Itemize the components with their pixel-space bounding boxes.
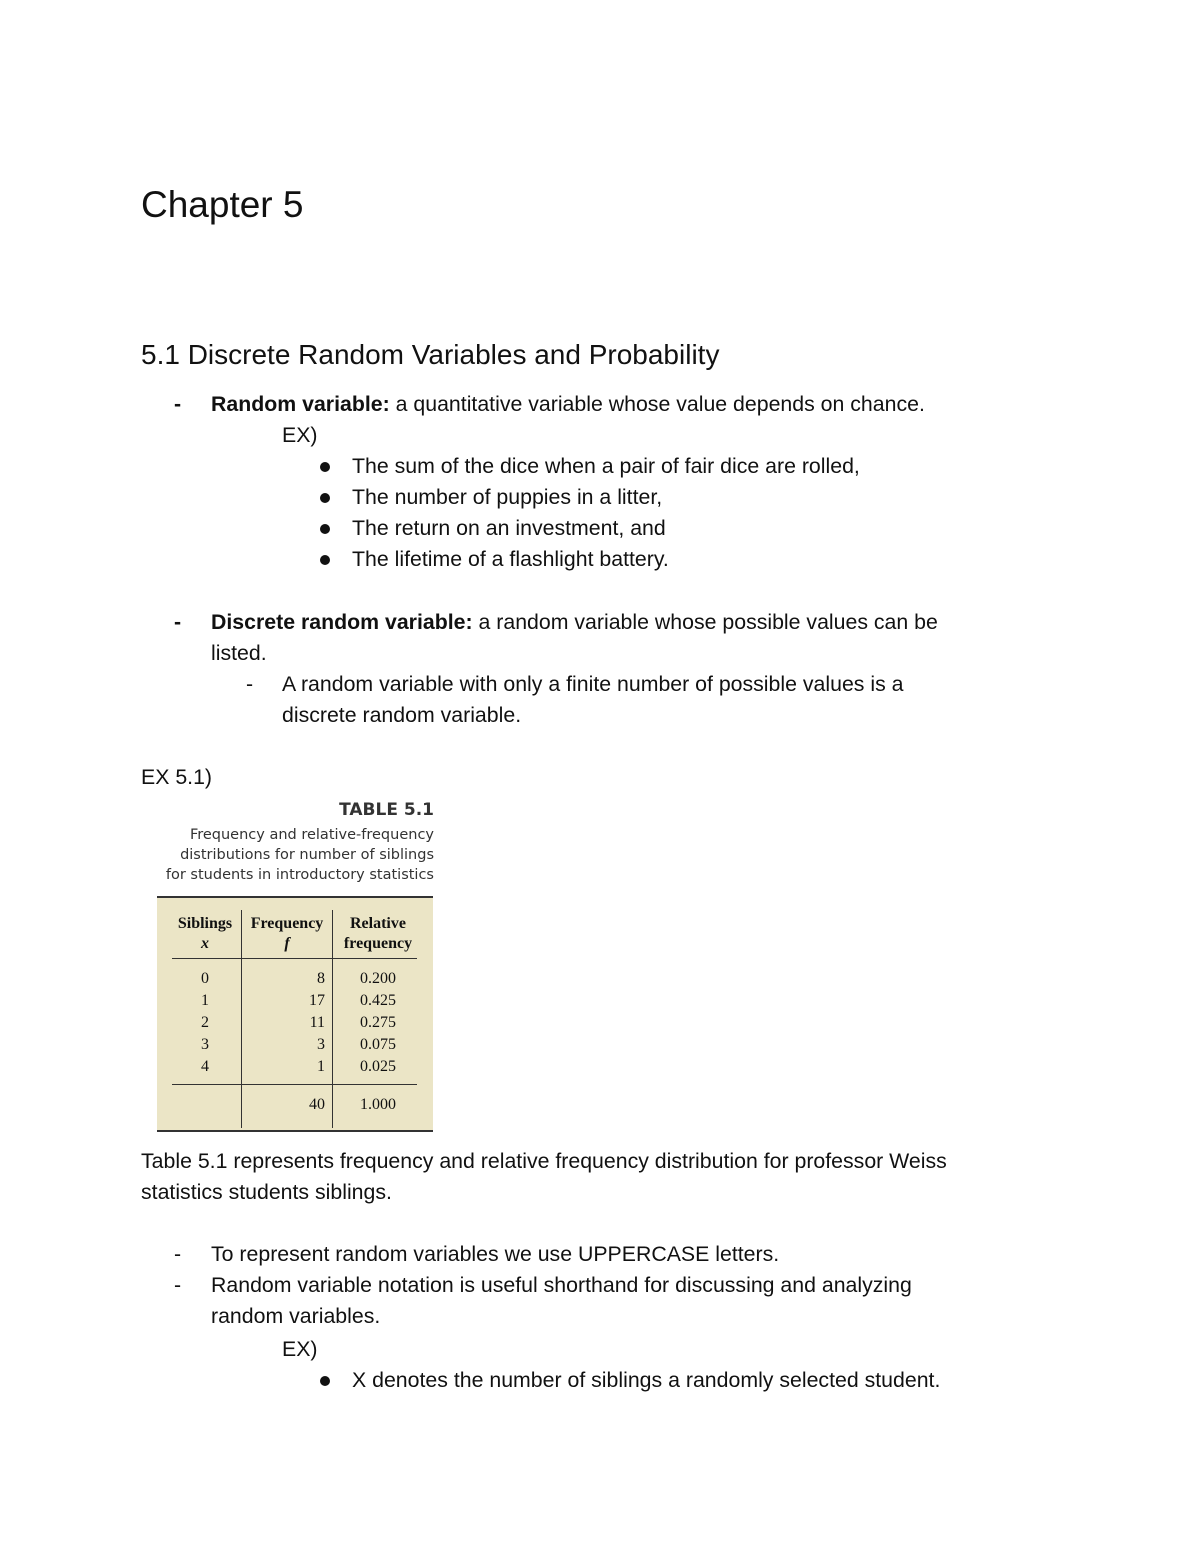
table-cell: 1 (317, 1058, 325, 1075)
sub-bullet-text: A random variable with only a finite number of possible values is a (282, 672, 904, 696)
table-cell: 1 (201, 992, 209, 1009)
table-total-relative: 1.000 (360, 1096, 396, 1113)
table-cell: 2 (201, 1014, 209, 1031)
ex-label: EX) (282, 423, 318, 447)
table-cell: 8 (317, 970, 325, 987)
bullet-dot-icon (320, 555, 330, 565)
notation-bullet: Random variable notation is useful shorthand for discussing and analyzing (211, 1273, 912, 1297)
table-cell: 17 (309, 992, 325, 1009)
column-divider (241, 910, 242, 1128)
table-cell: 0 (201, 970, 209, 987)
table-cell: 0.075 (360, 1036, 396, 1053)
example-item: The lifetime of a flashlight battery. (352, 547, 669, 571)
header-divider (172, 958, 417, 959)
table-cell: 0.025 (360, 1058, 396, 1075)
ex-label: EX) (282, 1337, 318, 1361)
table-cell: 4 (201, 1058, 209, 1075)
discrete-definition (211, 607, 938, 638)
example-item: The number of puppies in a litter, (352, 485, 663, 509)
table-header-frequency (243, 914, 331, 954)
notation-bullet-cont: random variables. (211, 1304, 381, 1328)
definition-discrete: a random variable whose possible values can be (472, 610, 938, 634)
example-item: The return on an investment, and (352, 516, 666, 540)
ex51-label: EX 5.1) (141, 765, 213, 789)
table-cell: 11 (309, 1014, 325, 1031)
random-variable-definition (211, 389, 925, 420)
sub-bullet-dash: - (246, 672, 254, 696)
notation-bullet: To represent random variables we use UPPERCASE letters. (211, 1242, 780, 1266)
bullet-dot-icon (320, 462, 330, 472)
paragraph-line: statistics students siblings. (141, 1180, 392, 1204)
paragraph-line: Table 5.1 represents frequency and relative frequency distribution for professor Weiss (141, 1149, 947, 1173)
header-line: frequency (343, 935, 413, 952)
header-symbol: x (201, 935, 209, 952)
table-header-relative-frequency (333, 914, 423, 954)
table-description-line: for students in introductory statistics (165, 867, 434, 883)
bullet-dash: - (174, 392, 182, 416)
table-cell: 3 (201, 1036, 209, 1053)
table-cell: 0.200 (360, 970, 396, 987)
frequency-table (157, 896, 433, 1132)
sub-bullet-text-cont: discrete random variable. (282, 703, 522, 727)
table-description (160, 825, 434, 885)
term-discrete: Discrete random variable: (211, 610, 473, 634)
header-symbol: f (284, 935, 290, 952)
bullet-dot-icon (320, 524, 330, 534)
table-title: TABLE 5.1 (339, 800, 434, 820)
definition-random-variable: a quantitative variable whose value depends on chance. (389, 392, 925, 416)
example-item: X denotes the number of siblings a randomly selected student. (352, 1368, 941, 1392)
bullet-dot-icon (320, 493, 330, 503)
chapter-title: Chapter 5 (141, 184, 304, 225)
table-description-line: distributions for number of siblings (180, 847, 434, 863)
definition-discrete-cont: listed. (211, 641, 267, 665)
table-cell: 0.275 (360, 1014, 396, 1031)
term-random-variable: Random variable: (211, 392, 390, 416)
total-divider (172, 1084, 417, 1085)
section-title: 5.1 Discrete Random Variables and Probability (141, 339, 720, 370)
table-cell: 0.425 (360, 992, 396, 1009)
bullet-dash: - (174, 1242, 182, 1266)
table-header-siblings (169, 914, 241, 954)
bullet-dash: - (174, 610, 182, 634)
table-cell: 3 (317, 1036, 325, 1053)
header-line: Frequency (250, 915, 324, 932)
table-total-frequency: 40 (309, 1096, 325, 1113)
example-item: The sum of the dice when a pair of fair dice are rolled, (352, 454, 860, 478)
bullet-dot-icon (320, 1376, 330, 1386)
header-line: Siblings (177, 915, 233, 932)
bullet-dash: - (174, 1273, 182, 1297)
table-description-line: Frequency and relative-frequency (189, 827, 434, 843)
header-line: Relative (350, 915, 406, 932)
